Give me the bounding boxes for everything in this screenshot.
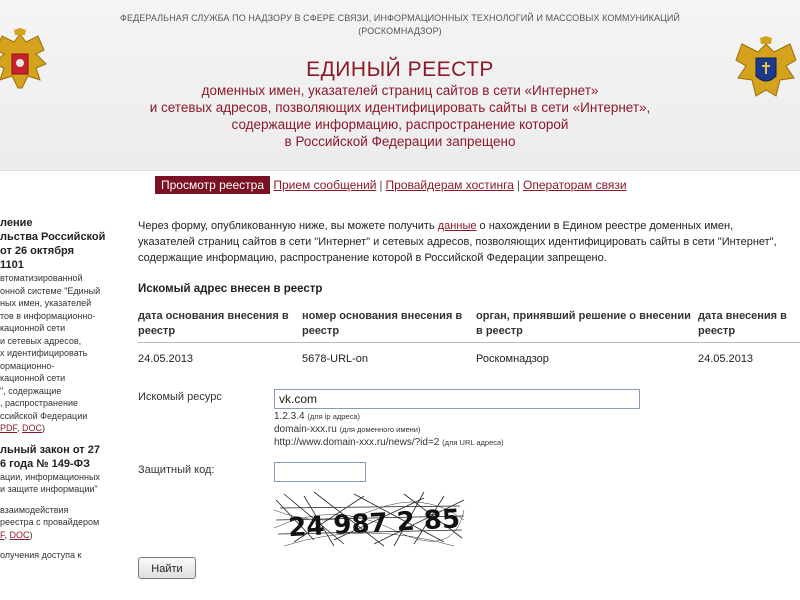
column-header: дата внесения в реестр	[698, 310, 787, 337]
hint-note: (для ip адреса)	[307, 412, 360, 421]
agency-name-line: ФЕДЕРАЛЬНАЯ СЛУЖБА ПО НАДЗОРУ В СФЕРЕ СВЯЗИ, ИНФОРМАЦИОННЫХ ТЕХНОЛОГИЙ И МАССОВЫХ КОММУНИКАЦИЙ	[120, 13, 680, 23]
sidebar-text-line: , распространение	[0, 398, 79, 408]
captcha-text: 24 987 2 85	[287, 504, 461, 544]
sidebar-text-line: кационной сети	[0, 373, 66, 383]
sidebar-doc-link[interactable]: DOC	[22, 423, 43, 433]
subtitle-line: и сетевых адресов, позволяющих идентифицировать сайты в сети «Интернет»,	[149, 100, 651, 115]
security-code-input[interactable]	[274, 462, 366, 482]
sidebar-document-block	[0, 216, 112, 435]
sidebar-text-line: х идентифицировать	[0, 348, 88, 358]
table-header-row	[138, 309, 800, 343]
sidebar-heading-line: льный закон от 27	[0, 443, 100, 456]
security-code-label: Защитный код:	[138, 464, 215, 476]
sidebar-text-line: ации, информационных	[0, 471, 100, 482]
sidebar-heading-line: 1101	[0, 259, 24, 271]
subtitle-line: доменных имен, указателей страниц сайтов в сети «Интернет»	[201, 83, 599, 98]
nav-item-operators[interactable]: Операторам связи	[523, 178, 627, 192]
hint-example: 1.2.3.4	[274, 411, 305, 422]
input-format-hints	[274, 410, 504, 449]
search-button[interactable]: Найти	[138, 557, 196, 579]
subtitle-line: в Российской Федерации запрещено	[284, 134, 516, 149]
captcha-image	[274, 490, 466, 548]
nav-item-hosting[interactable]: Провайдерам хостинга	[385, 178, 514, 192]
intro-text	[138, 218, 788, 266]
table-row	[138, 343, 800, 367]
column-header: дата основания внесения в реестр	[138, 310, 289, 337]
nav-item-registry-view[interactable]: Просмотр реестра	[155, 176, 270, 194]
sidebar-text-line: олучения доступа к	[0, 550, 82, 560]
result-heading: Искомый адрес внесен в реестр	[138, 283, 323, 295]
sidebar-heading-line: ление	[0, 217, 33, 229]
hint-line	[274, 436, 504, 449]
sidebar-text-line: тов в информационно-	[0, 310, 96, 321]
resource-label: Искомый ресурс	[138, 391, 222, 403]
hint-example: http://www.domain-xxx.ru/news/?id=2	[274, 437, 440, 448]
sidebar-text-line: втоматизированной	[0, 273, 83, 283]
sidebar-law-block	[0, 443, 112, 496]
sidebar-text-line: и защите информации"	[0, 484, 98, 494]
sidebar-heading-line: от 26 октября	[0, 245, 74, 257]
agency-name	[80, 12, 720, 38]
sidebar-links: PDF, DOC)	[0, 423, 46, 433]
sidebar-pdf-link[interactable]: PDF	[0, 423, 18, 433]
resource-input[interactable]	[274, 389, 640, 409]
sidebar-text-line: и сетевых адресов,	[0, 335, 82, 346]
page-subtitle	[110, 82, 690, 150]
sidebar-text-line: ссийской Федерации	[0, 410, 88, 421]
sidebar-links: F, DOC)	[0, 529, 33, 540]
subtitle-line: содержащие информацию, распространение которой	[231, 117, 569, 132]
sidebar-text-line: взаимодействия	[0, 504, 69, 515]
hint-line	[274, 423, 504, 436]
sidebar-text-line: кационной сети	[0, 323, 66, 333]
intro-text-start: Через форму, опубликованную ниже, вы можете получить	[138, 220, 438, 232]
sidebar-access-block	[0, 549, 112, 562]
table-cell: Роскомнадзор	[476, 353, 549, 365]
table-cell: 5678-URL-on	[302, 353, 369, 365]
hint-note: (для URL адреса)	[442, 438, 504, 447]
agency-abbreviation: (РОСКОМНАДЗОР)	[358, 26, 442, 36]
sidebar	[0, 216, 112, 570]
hint-example: domain-xxx.ru	[274, 424, 337, 435]
table-cell: 24.05.2013	[138, 353, 194, 365]
intro-text-end: о нахождении в Едином реестре доменных имен, указателей страниц сайтов в сети "Интернет" и сетевых адресов, позволяющих идентифицировать сайты в сети "Интернет", содержащие информацию, распространение которой в Российской Федерации запрещено.	[138, 220, 777, 264]
column-header: орган, принявший решение о внесении в реестр	[476, 310, 691, 337]
data-link[interactable]: данные	[437, 220, 477, 232]
sidebar-text-line: онной системе "Единый	[0, 285, 101, 296]
hint-line	[274, 410, 504, 423]
sidebar-text-line: ных имен, указателей	[0, 298, 92, 308]
sidebar-text-line: реестра с провайдером	[0, 517, 100, 527]
nav-separator: |	[516, 178, 521, 192]
page-title: ЕДИНЫЙ РЕЕСТР	[306, 58, 494, 81]
nav-separator: |	[379, 178, 383, 192]
sidebar-pdf-link[interactable]: F	[0, 529, 5, 540]
sidebar-text-line: ормационно-	[0, 360, 55, 371]
sidebar-text-line: ", содержащие	[0, 385, 62, 396]
hint-note: (для доменного имени)	[339, 425, 421, 434]
column-header: номер основания внесения в реестр	[302, 310, 463, 337]
sidebar-heading-line: 6 года № 149-ФЗ	[0, 457, 90, 470]
main-nav	[155, 178, 627, 192]
sidebar-heading-line: льства Российской	[0, 231, 106, 243]
site-header	[0, 0, 800, 171]
nav-item-messages[interactable]: Прием сообщений	[273, 178, 377, 192]
sidebar-interaction-block	[0, 504, 112, 542]
table-cell: 24.05.2013	[698, 353, 754, 365]
result-table	[138, 309, 800, 367]
russian-coat-of-arms-icon	[0, 28, 48, 108]
sidebar-doc-link[interactable]: DOC	[9, 529, 30, 540]
roskomnadzor-emblem-icon	[732, 36, 800, 108]
